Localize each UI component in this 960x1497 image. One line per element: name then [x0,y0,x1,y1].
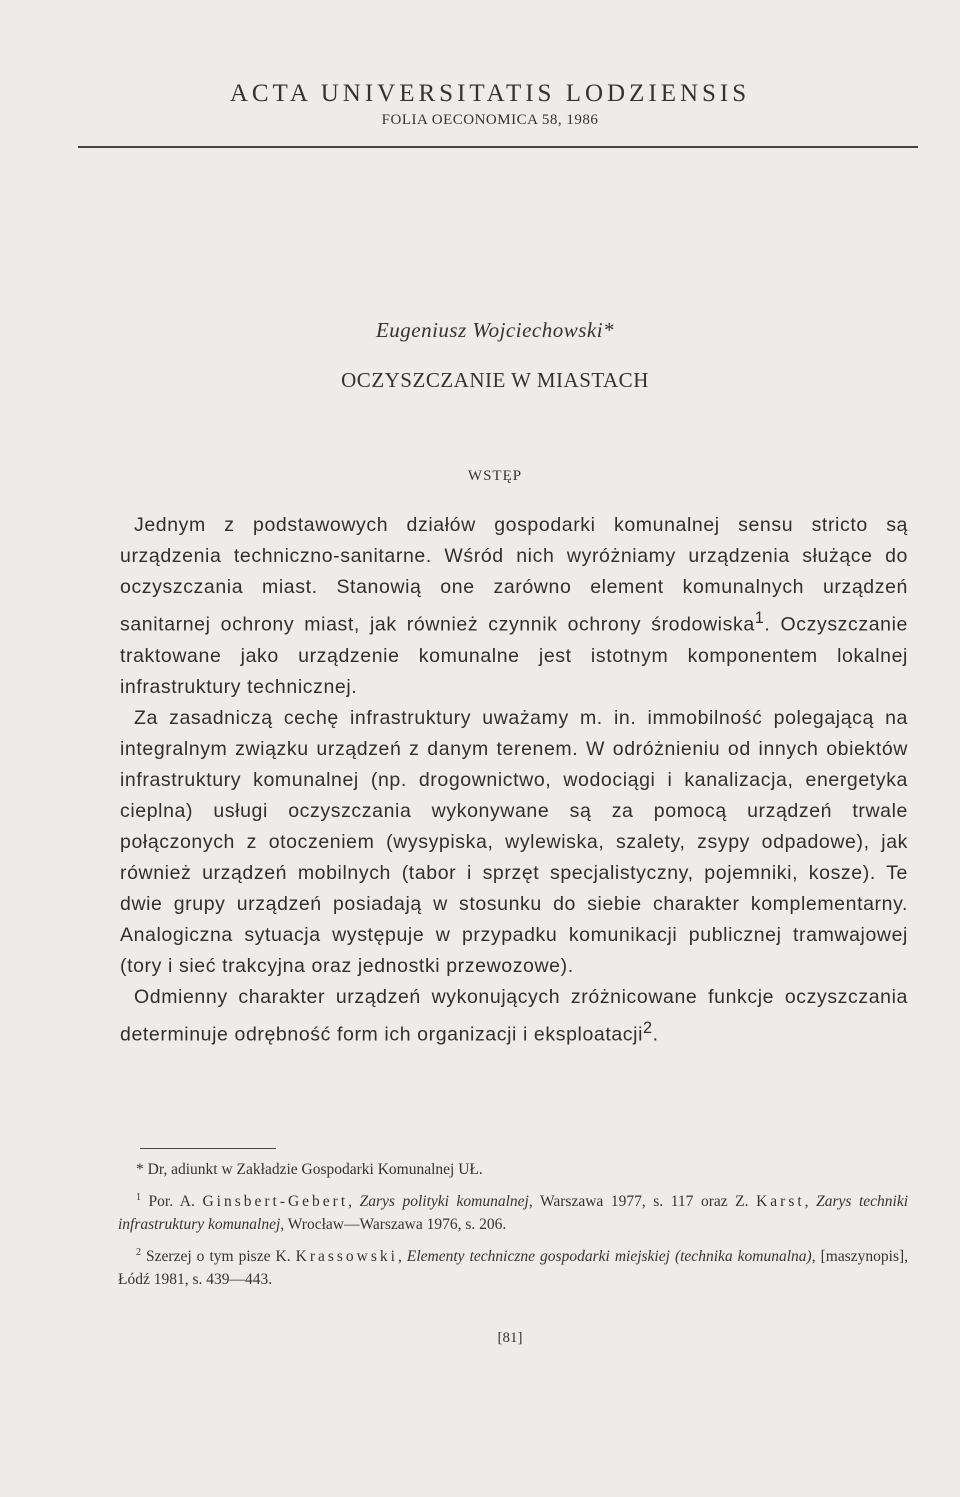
body-text [120,510,908,1050]
footnote-ref: 1 [754,609,765,627]
paragraph: Za zasadniczą cechę infrastruktury uważamy m. in. immobilność polegającą na integralnym związku urządzeń z danym terenem. W odróżnieniu od innych obiektów infrastruktury komunalnej (np. drogownictwo, wodociągi i kanalizacja, energetyka cieplna) usługi oczyszczania wykonywane są za pomocą urządzeń trwale połączonych z otoczeniem (wysypiska, wylewiska, szalety, zsypy odpadowe), jak również urządzeń mobilnych (tabor i sprzęt specjalistyczny, pojemniki, kosze). Te dwie grupy urządzeń posiadają w stosunku do siebie charakter komplementarny. Analogiczna sytuacja występuje w przypadku komunikacji publicznej tramwajowej (tory i sieć trakcyjna oraz jednostki przewozowe). [120,706,908,977]
journal-title: ACTA UNIVERSITATIS LODZIENSIS [229,80,751,107]
footnote: * Dr, adiunkt w Zakładzie Gospodarki Komunalnej UŁ. [136,1161,483,1178]
header-rule [78,146,918,148]
paragraph: Odmienny charakter urządzeń wykonujących zróżnicowane funkcje oczyszczania determinuje odrębność form ich organizacji i eksploatacji$^2$. [120,985,908,1045]
page-number: [81] [497,1330,523,1346]
footnote: $^2$ Szerzej o tym pisze K. Krassowski, Elementy techniczne gospodarki miejskiej (technika komunalna), [maszynopis], Łódź 1981, s. 439—443. [118,1246,909,1289]
footnote-rule [140,1148,276,1149]
paragraph: Jednym z podstawowych działów gospodarki komunalnej sensu stricto są urządzenia techniczno-sanitarne. Wśród nich wyróżniamy urządzenia służące do oczyszczania miast. Stanowią one zarówno element komunalnych urządzeń sanitarnej ochrony miast, jak również czynnik ochrony środowiska$^1$. Oczyszczanie traktowane jako urządzenie komunalne jest istotnym komponentem lokalnej infrastruktury technicznej. [120,514,908,698]
section-heading: WSTĘP [467,468,523,484]
article-title: OCZYSZCZANIE W MIASTACH [341,368,649,392]
article-author: Eugeniusz Wojciechowski* [375,318,615,342]
footnote-ref: 2 [643,1018,653,1037]
footnotes [118,1158,908,1292]
footnote: $^1$ Por. A. Ginsbert-Gebert, Zarys polityki komunalnej, Warszawa 1977, s. 117 oraz Z. Karst, Zarys techniki infrastruktury komunalnej, Wrocław—Warszawa 1976, s. 206. [118,1191,909,1234]
journal-series: FOLIA OECONOMICA 58, 1986 [381,112,599,128]
